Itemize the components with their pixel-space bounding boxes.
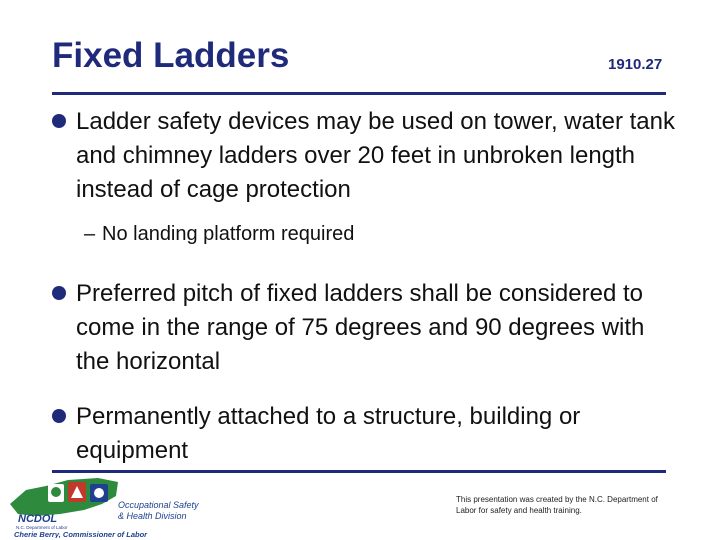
bullet-marker (52, 114, 66, 128)
sub-bullet-text: No landing platform required (102, 223, 355, 245)
logo-panel-icon-3 (94, 488, 104, 498)
sub-bullet (84, 223, 354, 246)
logo-org-short: NCDOL (18, 513, 58, 525)
footer-credit: This presentation was created by the N.C. Department of Labor for safety and health training. (456, 495, 658, 515)
title-divider (52, 92, 666, 95)
bullet-text: Ladder safety devices may be used on tower, water tank and chimney ladders over 20 feet in unbroken length instead of cage protection (76, 108, 676, 203)
bullet-marker (52, 286, 66, 300)
ncdol-logo (6, 474, 216, 538)
logo-org-sub: N.C. Department of Labor (16, 525, 68, 530)
slide-title: Fixed Ladders (52, 36, 290, 75)
logo-division-line1: Occupational Safety (118, 500, 199, 510)
dash-marker: – (84, 223, 96, 245)
logo-division-line2: & Health Division (118, 511, 187, 521)
bullet-marker (52, 409, 66, 423)
bullet-text: Preferred pitch of fixed ladders shall be considered to come in the range of 75 degrees and 90 degrees with the horizontal (76, 280, 645, 375)
standard-reference: 1910.27 (608, 56, 663, 73)
footer-divider (52, 470, 666, 473)
bullet-text: Permanently attached to a structure, building or equipment (76, 403, 581, 464)
logo-commissioner: Cherie Berry, Commissioner of Labor (14, 530, 148, 538)
logo-panel-icon-1 (51, 487, 61, 497)
